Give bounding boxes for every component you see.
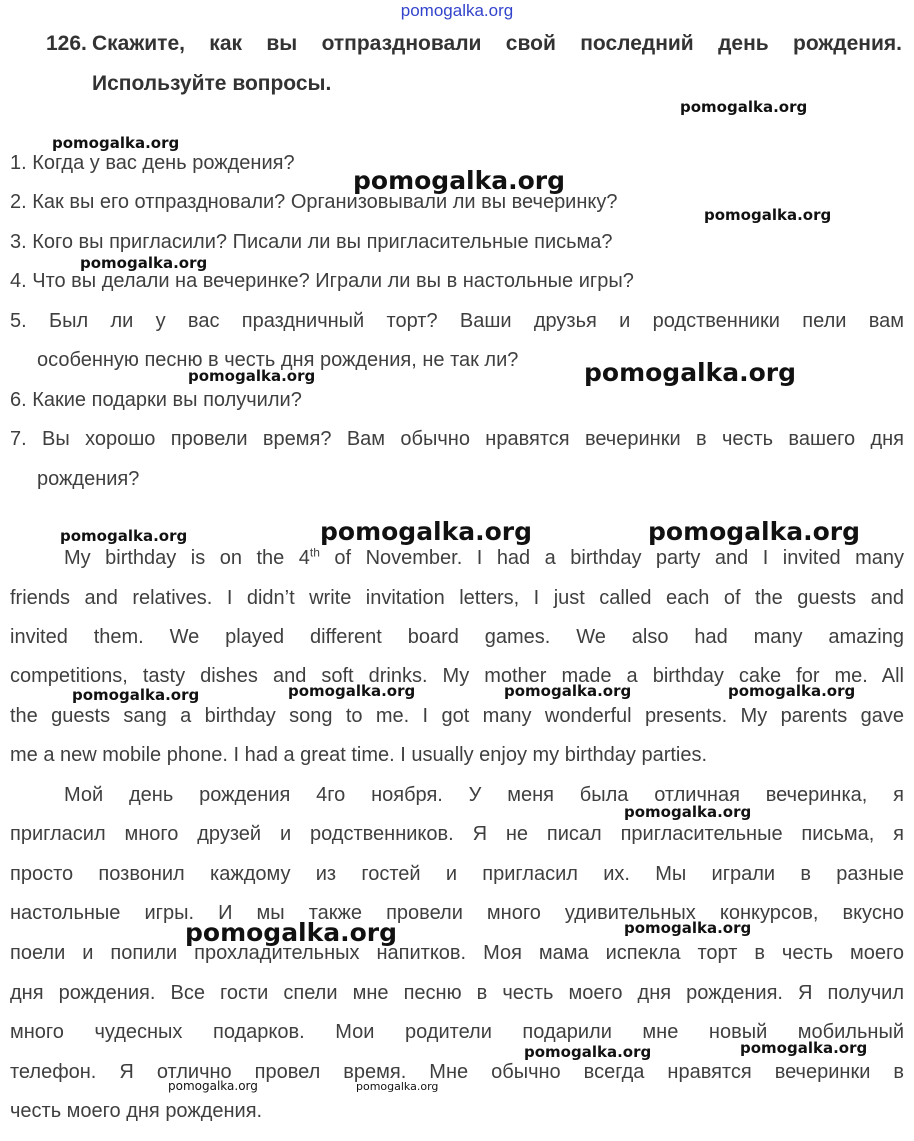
task-title-line2: Используйте вопросы. — [92, 72, 332, 95]
watermark: pomogalka.org — [72, 686, 200, 704]
russian-line-3: просто позвонил каждому из гостей и пригласил их. Мы играли в разные — [10, 863, 904, 885]
watermark: pomogalka.org — [60, 527, 188, 545]
site-header[interactable]: pomogalka.org — [400, 1, 514, 20]
russian-line-2: пригласил много друзей и родственников. Я не писал пригласительные письма, я — [10, 823, 904, 845]
russian-line-7: много чудесных подарков. Мои родители подарили мне новый мобильный — [10, 1021, 904, 1043]
russian-line-5: поели и попили прохладительных напитков. Моя мама испекла торт в честь моего — [10, 942, 904, 964]
task-number: 126. — [46, 32, 87, 55]
watermark: pomogalka.org — [624, 919, 752, 937]
watermark: pomogalka.org — [584, 358, 797, 387]
watermark: pomogalka.org — [648, 517, 861, 546]
watermark: pomogalka.org — [52, 134, 180, 152]
watermark: pomogalka.org — [740, 1039, 868, 1057]
question-4: 4. Что вы делали на вечеринке? Играли ли вы в настольные игры? — [10, 270, 634, 292]
question-2: 2. Как вы его отпраздновали? Организовывали ли вы вечеринку? — [10, 191, 618, 213]
english-line-2: friends and relatives. I didn’t write invitation letters, I just called each of the guests and — [10, 587, 904, 609]
question-5-cont: особенную песню в честь дня рождения, не так ли? — [37, 349, 519, 371]
task-title-line1: Скажите, как вы отпраздновали свой последний день рождения. — [92, 32, 902, 55]
english-line-1: My birthday is on the 4th of November. I had a birthday party and I invited many — [64, 545, 904, 569]
russian-line-6: дня рождения. Все гости спели мне песню в честь моего дня рождения. Я получил — [10, 982, 904, 1004]
watermark: pomogalka.org — [504, 682, 632, 700]
watermark: pomogalka.org — [680, 98, 808, 116]
question-7: 7. Вы хорошо провели время? Вам обычно нравятся вечеринки в честь вашего дня — [10, 428, 904, 450]
question-3: 3. Кого вы пригласили? Писали ли вы пригласительные письма? — [10, 231, 613, 253]
watermark: pomogalka.org — [288, 682, 416, 700]
watermark: pomogalka.org — [728, 682, 856, 700]
russian-line-4: настольные игры. И мы также провели много удивительных конкурсов, вкусно — [10, 902, 904, 924]
watermark: pomogalka.org — [524, 1043, 652, 1061]
watermark: pomogalka.org — [353, 166, 566, 195]
russian-line-9: честь моего дня рождения. — [10, 1100, 263, 1122]
russian-line-1: Мой день рождения 4го ноября. У меня была отличная вечеринка, я — [64, 784, 904, 806]
question-6: 6. Какие подарки вы получили? — [10, 389, 302, 411]
question-7-cont: рождения? — [37, 468, 140, 490]
russian-line-8: телефон. Я отлично провел время. Мне обычно всегда нравятся вечеринки в — [10, 1061, 904, 1083]
watermark: pomogalka.org — [188, 367, 316, 385]
english-line-3: invited them. We played different board games. We also had many amazing — [10, 626, 904, 648]
watermark: pomogalka.org — [320, 517, 533, 546]
question-1: 1. Когда у вас день рождения? — [10, 152, 295, 174]
watermark: pomogalka.org — [704, 206, 832, 224]
english-line-5: the guests sang a birthday song to me. I got many wonderful presents. My parents gave — [10, 705, 904, 727]
watermark: pomogalka.org — [168, 1079, 258, 1093]
watermark: pomogalka.org — [80, 254, 208, 272]
english-line-4: competitions, tasty dishes and soft drinks. My mother made a birthday cake for me. All — [10, 665, 904, 687]
watermark: pomogalka.org — [356, 1080, 439, 1093]
english-line-6: me a new mobile phone. I had a great time. I usually enjoy my birthday parties. — [10, 744, 708, 766]
watermark: pomogalka.org — [624, 803, 752, 821]
watermark: pomogalka.org — [185, 918, 398, 947]
question-5: 5. Был ли у вас праздничный торт? Ваши друзья и родственники пели вам — [10, 310, 904, 332]
